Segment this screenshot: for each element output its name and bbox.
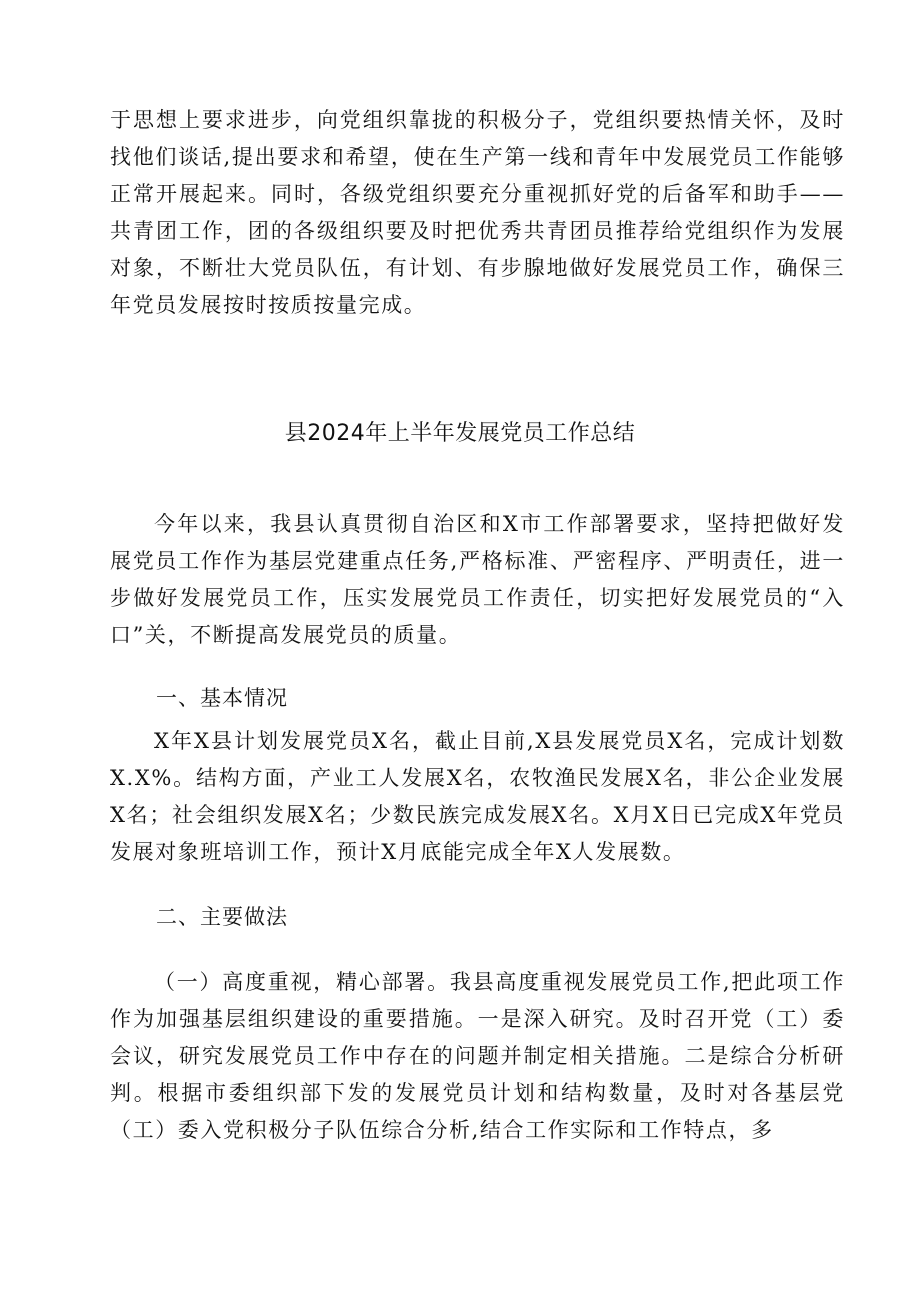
intro-paragraph: 今年以来，我县认真贯彻自治区和X市工作部署要求，坚持把做好发展党员工作作为基层党建重点任务,严格标准、严密程序、严明责任，进一步做好发展党员工作，压实发展党员工作责任，切实把好发展党员的“入口”关，不断提高发展党员的质量。 xyxy=(110,512,845,647)
main-practices-paragraph: （一）高度重视，精心部署。我县高度重视发展党员工作,把此项工作作为加强基层组织建设的重要措施。一是深入研究。及时召开党（工）委会议，研究发展党员工作中存在的问题并制定相关措施。二是综合分析研判。根据市委组织部下发的发展党员计划和结构数量，及时对各基层党（工）委入党积极分子队伍综合分析,结合工作实际和工作特点，多 xyxy=(110,970,845,1142)
section-heading-basic-situation: 一、基本情况 xyxy=(156,686,288,710)
carryover-paragraph: 于思想上要求进步，向党组织靠拢的积极分子，党组织要热情关怀，及时找他们谈话,提出要求和希望，使在生产第一线和青年中发展党员工作能够正常开展起来。同时，各级党组织要充分重视抓好党的后备军和助手——共青团工作，团的各级组织要及时把优秀共青团员推荐给党组织作为发展对象，不断壮大党员队伍，有计划、有步腺地做好发展党员工作，确保三年党员发展按时按质按量完成。 xyxy=(110,108,845,317)
document-title: 县2024年上半年发展党员工作总结 xyxy=(284,421,636,446)
section-heading-main-practices: 二、主要做法 xyxy=(156,905,288,929)
basic-situation-paragraph: X年X县计划发展党员X名，截止目前,X县发展党员X名，完成计划数X.X%。结构方面，产业工人发展X名，农牧渔民发展X名，非公企业发展X名；社会组织发展X名；少数民族完成发展X名。X月X日已完成X年党员发展对象班培训工作，预计X月底能完成全年X人发展数。 xyxy=(110,729,845,864)
